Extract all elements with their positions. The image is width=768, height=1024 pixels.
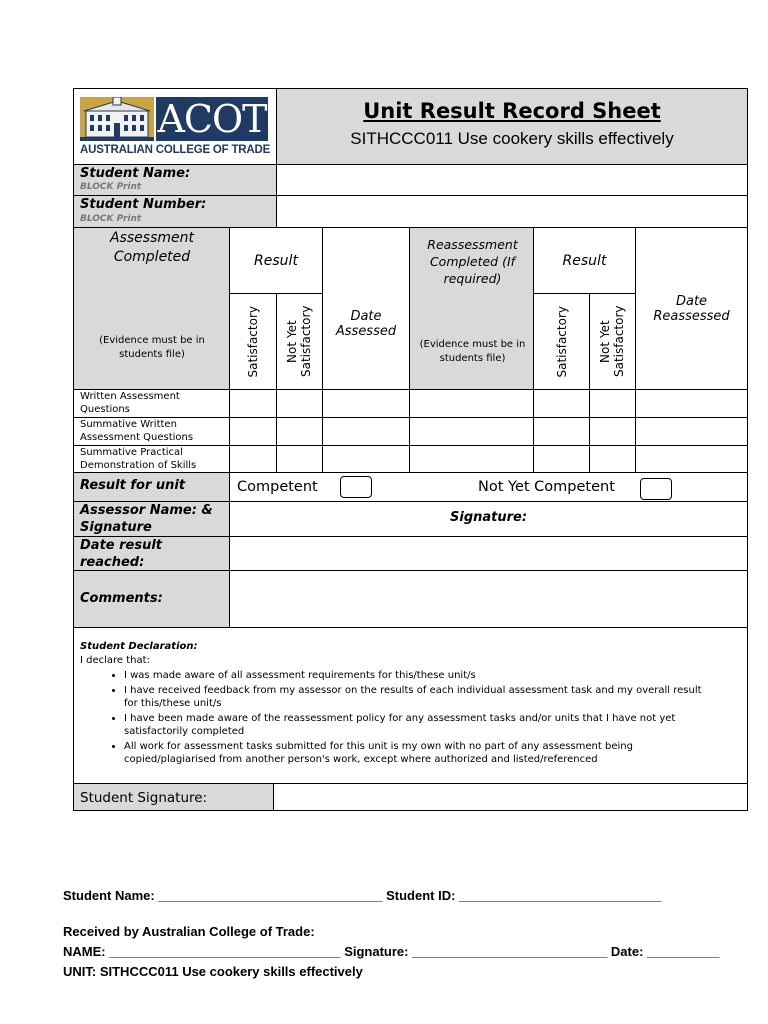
- not-yet-label: Not Yet Satisfactory: [284, 305, 313, 378]
- row-cell[interactable]: [589, 389, 636, 418]
- result-unit-label-cell: [73, 472, 230, 502]
- row-cell[interactable]: [276, 445, 323, 473]
- page-title: Unit Result Record Sheet: [363, 99, 661, 123]
- satisfactory2-header: [533, 293, 590, 390]
- declaration-list: [74, 669, 714, 768]
- row-cell[interactable]: [533, 445, 590, 473]
- row-cell[interactable]: [322, 417, 410, 446]
- date-result-label: Date result reached:: [80, 538, 163, 570]
- declaration-title: Student Declaration:: [80, 641, 198, 652]
- assessor-field[interactable]: [229, 501, 748, 537]
- student-number-label-cell: [73, 195, 277, 228]
- logo: [80, 97, 270, 145]
- student-name-hint: BLOCK Print: [80, 182, 142, 192]
- result-unit-label: Result for unit: [80, 478, 186, 493]
- row-cell[interactable]: [533, 389, 590, 418]
- date-result-field[interactable]: [229, 536, 748, 571]
- comments-label: Comments:: [80, 591, 163, 606]
- not-yet2-label: Not Yet Satisfactory: [597, 305, 626, 378]
- footer-name-line: NAME: ________________________________ Signature: ___________________________ Date: __________: [63, 944, 720, 959]
- assessment-rows: [73, 389, 748, 473]
- row-cell[interactable]: [409, 417, 534, 446]
- student-name-label-cell: [73, 164, 277, 196]
- list-item: • I have been made aware of the reassessment policy for any assessment tasks and/or units that I have not yet satisfactorily completed: [124, 712, 714, 738]
- row-cell[interactable]: [635, 445, 748, 473]
- student-signature-label-cell: [73, 783, 274, 811]
- date-reassessed-header: Date Reassessed: [635, 227, 748, 390]
- reassessment-header: [409, 227, 534, 390]
- row-cell[interactable]: [589, 417, 636, 446]
- row-label: Summative Written Assessment Questions: [80, 419, 194, 443]
- logo-tagline: AUSTRALIAN COLLEGE OF TRADE: [80, 144, 271, 156]
- student-number-field[interactable]: [276, 195, 748, 228]
- assessor-signature-label: Signature:: [450, 510, 528, 525]
- table-row: [73, 417, 230, 446]
- header-cell: [276, 88, 748, 165]
- list-item: • I have received feedback from my assessor on the results of each individual assessment task and my overall result for this/these unit/s: [124, 684, 714, 710]
- row-cell[interactable]: [276, 389, 323, 418]
- student-signature-label: Student Signature:: [80, 790, 208, 806]
- not-yet2-header: [589, 293, 636, 390]
- row-label: Written Assessment Questions: [80, 391, 180, 415]
- footer-student-line: Student Name: _______________________________ Student ID: ____________________________: [63, 888, 662, 903]
- result-unit-cell: [229, 472, 748, 502]
- row-cell[interactable]: [409, 445, 534, 473]
- row-cell[interactable]: [322, 445, 410, 473]
- competent-label: Competent: [237, 479, 318, 495]
- satisfactory-label: Satisfactory: [246, 305, 260, 378]
- student-name-label: Student Name:: [80, 166, 191, 181]
- row-cell[interactable]: [229, 389, 277, 418]
- date-result-label-cell: [73, 536, 230, 571]
- not-yet-competent-label: Not Yet Competent: [478, 479, 615, 495]
- table-row: [73, 445, 230, 473]
- not-yet-competent-checkbox[interactable]: [640, 478, 672, 500]
- student-signature-field[interactable]: [273, 783, 748, 811]
- list-item: • All work for assessment tasks submitted for this unit is my own with no part of any assessment being copied/plagiarised from another person's work, except where authorized and listed/referenced: [124, 740, 714, 766]
- result-header: Result: [229, 227, 323, 294]
- not-yet-header: [276, 293, 323, 390]
- row-cell[interactable]: [276, 417, 323, 446]
- page-subtitle: SITHCCC011 Use cookery skills effectively: [350, 129, 674, 148]
- satisfactory-header: [229, 293, 277, 390]
- assessor-label-cell: [73, 501, 230, 537]
- footer-unit-line: UNIT: SITHCCC011 Use cookery skills effectively: [63, 964, 363, 979]
- row-cell[interactable]: [322, 389, 410, 418]
- footer-received-line: Received by Australian College of Trade:: [63, 924, 315, 939]
- satisfactory2-label: Satisfactory: [554, 305, 569, 378]
- date-assessed-header: Date Assessed: [322, 227, 410, 390]
- row-cell[interactable]: [229, 445, 277, 473]
- row-cell[interactable]: [589, 445, 636, 473]
- declaration-intro: I declare that:: [80, 655, 150, 666]
- assessment-completed-label: Assessment Completed: [110, 230, 194, 265]
- student-name-field[interactable]: [276, 164, 748, 196]
- comments-field[interactable]: [229, 570, 748, 628]
- list-item: • I was made aware of all assessment requirements for this/these unit/s: [124, 669, 714, 682]
- row-cell[interactable]: [533, 417, 590, 446]
- building-image: [80, 97, 154, 141]
- row-cell[interactable]: [635, 389, 748, 418]
- assessment-completed-header: [73, 227, 230, 390]
- assessor-label: Assessor Name: & Signature: [80, 503, 213, 535]
- logo-brand: ACOT: [157, 97, 267, 141]
- row-label: Summative Practical Demonstration of Skills: [80, 447, 197, 471]
- row-cell[interactable]: [409, 389, 534, 418]
- logo-cell: [73, 88, 277, 165]
- student-number-hint: BLOCK Print: [80, 214, 142, 224]
- assessment-completed-note: (Evidence must be in students file): [99, 335, 205, 360]
- declaration-section: [73, 627, 748, 784]
- result2-header: Result: [533, 227, 636, 294]
- student-number-label: Student Number:: [80, 197, 207, 212]
- competent-checkbox[interactable]: [340, 476, 372, 498]
- row-cell[interactable]: [635, 417, 748, 446]
- row-cell[interactable]: [229, 417, 277, 446]
- reassessment-note: (Evidence must be in students file): [419, 339, 526, 364]
- reassessment-label: Reassessment Completed (If required): [427, 237, 518, 286]
- comments-label-cell: [73, 570, 230, 628]
- table-row: [73, 389, 230, 418]
